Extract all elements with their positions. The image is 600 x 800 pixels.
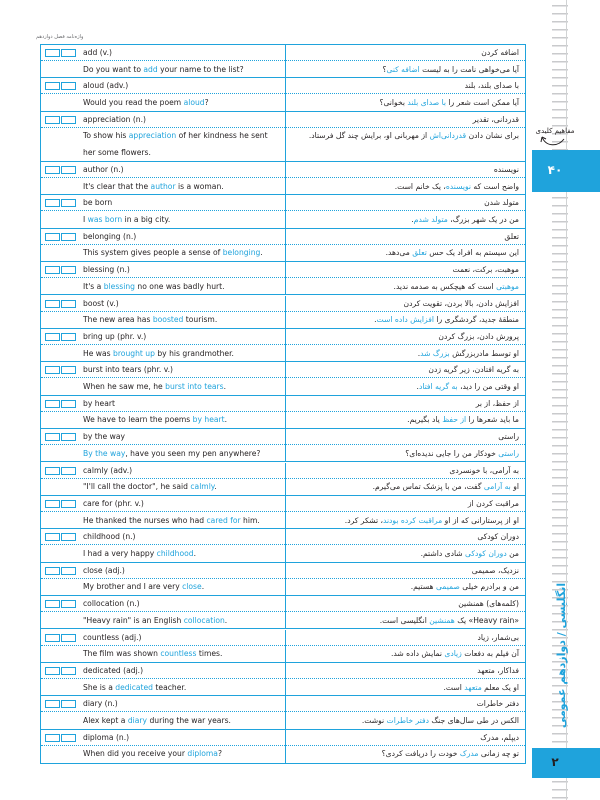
highlighted-word: دوران کودکی bbox=[465, 548, 507, 558]
example-text: ما باید شعرها را bbox=[466, 415, 519, 425]
example-text: نمایش داده شد. bbox=[390, 649, 445, 659]
persian-example bbox=[286, 212, 525, 228]
persian-cell bbox=[286, 112, 525, 161]
persian-cell bbox=[286, 696, 525, 728]
persian-meaning: دیپلم، مدرک bbox=[286, 730, 525, 746]
persian-example bbox=[286, 412, 525, 428]
header-label: واژه‌نامه فصل دوازدهم bbox=[36, 34, 84, 40]
highlighted-word: By the way bbox=[83, 448, 126, 458]
persian-meaning: به آرامی، با خونسردی bbox=[286, 463, 525, 479]
example-text: Do you want to bbox=[83, 64, 144, 74]
example-text: نوشت. bbox=[361, 715, 387, 725]
example-text: برای نشان دادن bbox=[466, 131, 519, 141]
example-text: این سیستم به افراد یک حس bbox=[426, 248, 519, 258]
english-cell bbox=[41, 112, 286, 161]
highlighted-word: collocation bbox=[183, 615, 225, 625]
persian-cell bbox=[286, 362, 525, 394]
example-text: خودت را دریافت کردی؟ bbox=[381, 749, 460, 759]
example-text: «Heavy rain» یک bbox=[454, 615, 519, 625]
english-cell bbox=[41, 396, 286, 428]
persian-cell bbox=[286, 195, 525, 227]
highlighted-word: appreciation bbox=[128, 131, 177, 141]
persian-cell bbox=[286, 329, 525, 361]
vocab-entry bbox=[41, 529, 525, 562]
english-example bbox=[41, 412, 285, 428]
english-example bbox=[41, 62, 285, 78]
vocab-entry bbox=[41, 563, 525, 596]
persian-meaning: (کلمه‌های) همنشین bbox=[286, 596, 525, 612]
example-text: من در یک شهر بزرگ، bbox=[447, 214, 519, 224]
vocab-entry bbox=[41, 496, 525, 529]
example-text: during the war years. bbox=[147, 715, 231, 725]
vocab-entry bbox=[41, 112, 525, 162]
example-text: تو چه زمانی bbox=[478, 749, 519, 759]
highlighted-word: اضافه کنی bbox=[386, 64, 420, 74]
key-concepts-caption: مفاهیم کلیدی bbox=[535, 127, 575, 135]
persian-cell bbox=[286, 563, 525, 595]
persian-meaning: با صدای بلند، بلند bbox=[286, 78, 525, 94]
english-example bbox=[41, 279, 285, 295]
highlighted-word: childhood bbox=[156, 548, 194, 558]
english-example bbox=[41, 680, 285, 696]
english-example bbox=[41, 446, 285, 462]
english-cell bbox=[41, 262, 286, 294]
example-text: است. bbox=[443, 682, 465, 692]
english-example bbox=[41, 179, 285, 195]
persian-meaning: تعلق bbox=[286, 229, 525, 245]
highlighted-word: صمیمی bbox=[435, 582, 460, 592]
example-text: . bbox=[223, 381, 227, 391]
example-text: آن فیلم به دفعات bbox=[461, 649, 519, 659]
highlighted-word: نویسنده bbox=[445, 181, 472, 191]
persian-example bbox=[286, 446, 525, 462]
section-tab[interactable] bbox=[532, 150, 600, 192]
example-text: "I'll call the doctor", he said bbox=[83, 482, 191, 492]
persian-cell bbox=[286, 262, 525, 294]
example-text: I had a very happy bbox=[83, 548, 157, 558]
headword: appreciation (n.) bbox=[41, 112, 285, 128]
example-text: من و برادرم خیلی bbox=[459, 582, 519, 592]
page-number: ۲ bbox=[551, 755, 559, 769]
english-example bbox=[41, 479, 285, 495]
persian-meaning: پرورش دادن، بزرگ کردن bbox=[286, 329, 525, 345]
persian-example bbox=[286, 680, 525, 696]
english-example bbox=[41, 713, 285, 729]
english-cell bbox=[41, 195, 286, 227]
page-number-tab bbox=[532, 748, 600, 778]
persian-cell bbox=[286, 730, 525, 763]
english-cell bbox=[41, 730, 286, 763]
example-text: . bbox=[417, 348, 421, 358]
example-text: When did you receive your bbox=[83, 749, 188, 759]
persian-meaning: فداکار، متعهد bbox=[286, 663, 525, 679]
highlighted-word: دفتر خاطرات bbox=[386, 715, 429, 725]
highlighted-word: aloud bbox=[183, 98, 205, 108]
vocab-entry bbox=[41, 262, 525, 295]
headword: calmly (adv.) bbox=[41, 463, 285, 479]
persian-example bbox=[286, 546, 525, 562]
persian-cell bbox=[286, 463, 525, 495]
example-text: Would you read the poem bbox=[83, 98, 184, 108]
persian-meaning: دوران کودکی bbox=[286, 529, 525, 545]
english-cell bbox=[41, 529, 286, 561]
example-text: "Heavy rain" is an English bbox=[83, 615, 184, 625]
english-example bbox=[41, 513, 285, 529]
vertical-book-title bbox=[550, 575, 574, 735]
example-text: انگلیسی است. bbox=[379, 615, 430, 625]
english-example bbox=[41, 95, 285, 111]
headword: burst into tears (phr. v.) bbox=[41, 362, 285, 378]
persian-meaning: مراقبت کردن از bbox=[286, 496, 525, 512]
example-text: بخوانی؟ bbox=[379, 98, 408, 108]
example-text: This system gives people a sense of bbox=[83, 248, 223, 258]
example-text: شادی داشتم. bbox=[420, 548, 466, 558]
headword: childhood (n.) bbox=[41, 529, 285, 545]
headword: by heart bbox=[41, 396, 285, 412]
example-text: . bbox=[193, 548, 197, 558]
headword: belonging (n.) bbox=[41, 229, 285, 245]
vocab-entry bbox=[41, 296, 525, 329]
example-text: We have to learn the poems bbox=[83, 415, 193, 425]
highlighted-word: cared for bbox=[206, 515, 241, 525]
persian-cell bbox=[286, 396, 525, 428]
persian-example bbox=[286, 579, 525, 595]
persian-example bbox=[286, 179, 525, 195]
example-text: your name to the list? bbox=[157, 64, 244, 74]
vocab-entry bbox=[41, 396, 525, 429]
vocab-entry bbox=[41, 429, 525, 462]
headword: bring up (phr. v.) bbox=[41, 329, 285, 345]
example-text: by his grandmother. bbox=[154, 348, 234, 358]
headword: add (v.) bbox=[41, 45, 285, 61]
persian-example bbox=[286, 513, 525, 529]
english-example bbox=[41, 379, 285, 395]
example-text: in a big city. bbox=[122, 214, 171, 224]
english-cell bbox=[41, 663, 286, 695]
highlighted-word: زیادی bbox=[444, 649, 462, 659]
example-text: The film was shown bbox=[83, 649, 161, 659]
example-text: خودکار من را جایی ندیده‌ای؟ bbox=[405, 448, 499, 458]
example-text: ? bbox=[204, 98, 209, 108]
example-text: no one was badly hurt. bbox=[135, 281, 225, 291]
example-text: او وقتی من را دید، bbox=[457, 381, 519, 391]
example-text: . bbox=[374, 315, 377, 325]
persian-example bbox=[286, 128, 525, 144]
persian-meaning: موهبت، برکت، نعمت bbox=[286, 262, 525, 278]
english-cell bbox=[41, 78, 286, 110]
example-text: یاد بگیریم. bbox=[407, 415, 443, 425]
english-cell bbox=[41, 45, 286, 77]
highlighted-word: قدردانی‌اش bbox=[429, 131, 467, 141]
english-cell bbox=[41, 463, 286, 495]
english-example-continued: her some flowers. bbox=[83, 148, 151, 158]
example-text: It's clear that the bbox=[83, 181, 151, 191]
english-example bbox=[41, 128, 285, 144]
english-example bbox=[41, 646, 285, 662]
highlighted-word: author bbox=[150, 181, 176, 191]
persian-cell bbox=[286, 296, 525, 328]
example-text: The new area has bbox=[83, 315, 153, 325]
example-text: . bbox=[224, 415, 228, 425]
persian-cell bbox=[286, 663, 525, 695]
persian-example bbox=[286, 646, 525, 662]
english-cell bbox=[41, 563, 286, 595]
highlighted-word: افزایش داده است bbox=[376, 315, 434, 325]
highlighted-word: از حفظ bbox=[442, 415, 467, 425]
vocab-entry bbox=[41, 229, 525, 262]
highlighted-word: by heart bbox=[192, 415, 225, 425]
highlighted-word: burst into tears bbox=[165, 381, 224, 391]
vocab-entry bbox=[41, 596, 525, 629]
vocab-entry bbox=[41, 696, 525, 729]
example-text: از مهربانی او، برایش چند گل فرستاد. bbox=[308, 131, 430, 141]
example-text: Alex kept a bbox=[83, 715, 128, 725]
highlighted-word: بزرگ شد bbox=[420, 348, 450, 358]
highlighted-word: countless bbox=[160, 649, 197, 659]
english-example bbox=[41, 746, 285, 762]
english-example bbox=[41, 245, 285, 261]
highlighted-word: متولد شدم bbox=[413, 214, 448, 224]
highlighted-word: boosted bbox=[152, 315, 184, 325]
example-text: . bbox=[411, 214, 414, 224]
curved-arrow-icon bbox=[538, 135, 568, 149]
example-text: . bbox=[416, 381, 419, 391]
persian-example bbox=[286, 713, 525, 729]
section-tab-number: ۴۰ bbox=[547, 163, 563, 177]
example-text: من bbox=[506, 548, 519, 558]
english-example bbox=[41, 546, 285, 562]
english-cell bbox=[41, 362, 286, 394]
persian-meaning: نزدیک، صمیمی bbox=[286, 563, 525, 579]
headword: dedicated (adj.) bbox=[41, 663, 285, 679]
english-example bbox=[41, 346, 285, 362]
example-text: him. bbox=[240, 515, 260, 525]
highlighted-word: add bbox=[143, 64, 158, 74]
highlighted-word: با صدای بلند bbox=[407, 98, 447, 108]
highlighted-word: belonging bbox=[222, 248, 261, 258]
persian-cell bbox=[286, 429, 525, 461]
headword: diary (n.) bbox=[41, 696, 285, 712]
highlighted-word: brought up bbox=[113, 348, 155, 358]
persian-example bbox=[286, 379, 525, 395]
example-text: teacher. bbox=[153, 682, 187, 692]
highlighted-word: dedicated bbox=[115, 682, 154, 692]
persian-example bbox=[286, 613, 525, 629]
example-text: ؟ bbox=[382, 64, 387, 74]
highlighted-word: تعلق bbox=[412, 248, 427, 258]
persian-example bbox=[286, 279, 525, 295]
highlighted-word: مدرک bbox=[459, 749, 479, 759]
example-text: I bbox=[83, 214, 88, 224]
english-example bbox=[41, 212, 285, 228]
example-text: منطقهٔ جدید، گردشگری را bbox=[433, 315, 519, 325]
headword: blessing (n.) bbox=[41, 262, 285, 278]
highlighted-word: blessing bbox=[103, 281, 136, 291]
vertical-book-title-text: انگلیسی / دوازدهم عمومی bbox=[555, 582, 569, 728]
persian-meaning: متولد شدن bbox=[286, 195, 525, 211]
example-text: My brother and I are very bbox=[83, 582, 183, 592]
persian-meaning: نویسنده bbox=[286, 162, 525, 178]
english-example bbox=[41, 579, 285, 595]
english-example bbox=[41, 312, 285, 328]
headword: be born bbox=[41, 195, 285, 211]
headword: collocation (n.) bbox=[41, 596, 285, 612]
persian-example bbox=[286, 95, 525, 111]
highlighted-word: calmly bbox=[190, 482, 215, 492]
persian-example bbox=[286, 479, 525, 495]
vocab-entry bbox=[41, 362, 525, 395]
persian-cell bbox=[286, 229, 525, 261]
highlighted-word: diary bbox=[127, 715, 148, 725]
english-cell bbox=[41, 596, 286, 628]
vocab-entry bbox=[41, 162, 525, 195]
vocab-entry bbox=[41, 730, 525, 763]
vocab-entry bbox=[41, 663, 525, 696]
example-text: هستیم. bbox=[410, 582, 436, 592]
example-text: It's a bbox=[83, 281, 104, 291]
highlighted-word: همنشین bbox=[429, 615, 455, 625]
headword: diploma (n.) bbox=[41, 730, 285, 746]
english-cell bbox=[41, 329, 286, 361]
english-cell bbox=[41, 630, 286, 662]
persian-meaning: به گریه افتادن، زیر گریه زدن bbox=[286, 362, 525, 378]
persian-cell bbox=[286, 45, 525, 77]
vocabulary-table bbox=[40, 44, 526, 764]
highlighted-word: مراقبت کرده بودند bbox=[382, 515, 443, 525]
example-text: To show his bbox=[83, 131, 129, 141]
example-text: . bbox=[224, 615, 228, 625]
persian-meaning: از حفظ، از بر bbox=[286, 396, 525, 412]
english-example bbox=[41, 613, 285, 629]
highlighted-word: به گریه افتاد bbox=[418, 381, 458, 391]
highlighted-word: was born bbox=[87, 214, 123, 224]
english-cell bbox=[41, 296, 286, 328]
example-text: او توسط مادربزرگش bbox=[449, 348, 519, 358]
example-text: is a woman. bbox=[175, 181, 224, 191]
headword: countless (adj.) bbox=[41, 630, 285, 646]
persian-meaning: قدردانی، تقدیر bbox=[286, 112, 525, 128]
example-text: گفت، من با پزشک تماس می‌گیرم. bbox=[372, 482, 484, 492]
vocab-entry bbox=[41, 630, 525, 663]
headword: close (adj.) bbox=[41, 563, 285, 579]
example-text: آیا ممکن است شعر را bbox=[446, 98, 519, 108]
example-text: He was bbox=[83, 348, 114, 358]
example-text: ، تشکر کرد. bbox=[344, 515, 383, 525]
example-text: ? bbox=[217, 749, 222, 759]
english-cell bbox=[41, 229, 286, 261]
highlighted-word: متعهد bbox=[464, 682, 482, 692]
example-text: . bbox=[214, 482, 217, 492]
persian-cell bbox=[286, 78, 525, 110]
highlighted-word: close bbox=[182, 582, 202, 592]
persian-example bbox=[286, 346, 525, 362]
highlighted-word: به آرامی bbox=[483, 482, 511, 492]
persian-cell bbox=[286, 596, 525, 628]
highlighted-word: diploma bbox=[187, 749, 218, 759]
example-text: واضح است که bbox=[471, 181, 519, 191]
headword: author (n.) bbox=[41, 162, 285, 178]
headword: boost (v.) bbox=[41, 296, 285, 312]
persian-cell bbox=[286, 162, 525, 194]
example-text: She is a bbox=[83, 682, 116, 692]
example-text: When he saw me, he bbox=[83, 381, 166, 391]
headword: care for (phr. v.) bbox=[41, 496, 285, 512]
vocab-entry bbox=[41, 329, 525, 362]
english-cell bbox=[41, 696, 286, 728]
example-text: tourism. bbox=[183, 315, 218, 325]
example-text: ، یک خانم است. bbox=[394, 181, 446, 191]
example-text: می‌دهد. bbox=[385, 248, 413, 258]
persian-meaning: راستی bbox=[286, 429, 525, 445]
example-text: آیا می‌خواهی نامت را به لیست bbox=[419, 64, 519, 74]
vocab-entry bbox=[41, 78, 525, 111]
highlighted-word: موهبتی bbox=[496, 281, 519, 291]
headword: aloud (adv.) bbox=[41, 78, 285, 94]
vocab-entry bbox=[41, 463, 525, 496]
example-text: او از پرستارانی که از او bbox=[442, 515, 519, 525]
persian-example bbox=[286, 746, 525, 762]
example-text: , have you seen my pen anywhere? bbox=[125, 448, 261, 458]
persian-example bbox=[286, 62, 525, 78]
persian-meaning: بی‌شمار، زیاد bbox=[286, 630, 525, 646]
persian-meaning: دفتر خاطرات bbox=[286, 696, 525, 712]
example-text: الکس در طی سال‌های جنگ bbox=[428, 715, 519, 725]
vocab-entry bbox=[41, 195, 525, 228]
example-text: of her kindness he sent bbox=[176, 131, 268, 141]
persian-meaning: اضافه کردن bbox=[286, 45, 525, 61]
example-text: He thanked the nurses who had bbox=[83, 515, 207, 525]
persian-example bbox=[286, 245, 525, 261]
example-text: است که هیچکس به صدمه ندید. bbox=[393, 281, 497, 291]
example-text: . bbox=[260, 248, 263, 258]
vocab-entry bbox=[41, 45, 525, 78]
persian-cell bbox=[286, 529, 525, 561]
highlighted-word: راستی bbox=[498, 448, 519, 458]
english-cell bbox=[41, 162, 286, 194]
persian-cell bbox=[286, 630, 525, 662]
english-cell bbox=[41, 429, 286, 461]
persian-cell bbox=[286, 496, 525, 528]
example-text: times. bbox=[196, 649, 223, 659]
persian-example bbox=[286, 312, 525, 328]
english-cell bbox=[41, 496, 286, 528]
example-text: او bbox=[510, 482, 519, 492]
example-text: او یک معلم bbox=[481, 682, 519, 692]
example-text: . bbox=[201, 582, 205, 592]
persian-meaning: افزایش دادن، بالا بردن، تقویت کردن bbox=[286, 296, 525, 312]
headword: by the way bbox=[41, 429, 285, 445]
